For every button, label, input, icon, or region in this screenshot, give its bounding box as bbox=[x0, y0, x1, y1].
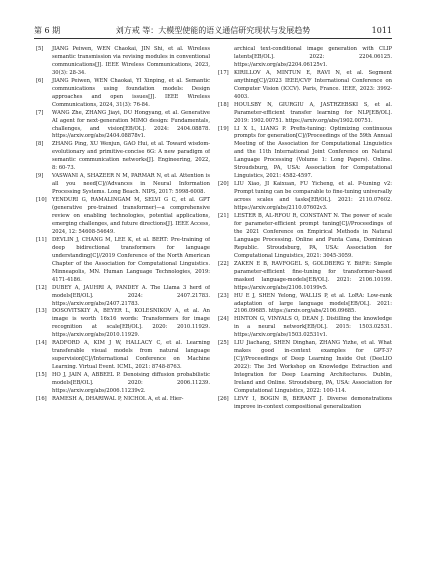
reference-number: [13] bbox=[36, 308, 47, 315]
running-header bbox=[34, 26, 392, 38]
reference-entry bbox=[34, 340, 210, 372]
reference-number: [23] bbox=[218, 292, 229, 299]
reference-text: LEVY I, BOGIN B, BERANT J. Diverse demonstrations improve in-context compositional generalization bbox=[234, 395, 392, 410]
reference-text: YENDURI G, RAMALINGAM M, SELVI G C, et al. GPT (generative pre-trained transformer)—a comprehensive review on enabling technologies, potential applications, emerging challenges, and future directions[J]. IEEE Access, 2024, 12: 54608-54649. bbox=[52, 197, 210, 235]
reference-number: [16] bbox=[36, 395, 47, 402]
reference-number: [17] bbox=[218, 69, 229, 76]
reference-number: [7] bbox=[36, 109, 44, 116]
reference-text: JIANG Peiwen, WEN Chaokai, YI Xinping, et al. Semantic communications using foundation models: Design approaches and open issues[J]. IEEE Wireless Communications, 2024, 31(3): 76-84. bbox=[52, 77, 210, 108]
reference-text: WANG Zhe, ZHANG Jiayi, DU Hongyang, et al. Generative AI agent for next-generation MIMO design: Fundamentals, challenges, and vision[EB/OL]. 2024: 2404.08878. https://arxiv.org/abs/2404.08878v1. bbox=[52, 109, 210, 140]
reference-text: DUBEY A, JAUHRI A, PANDEY A. The Llama 3 herd of models[EB/OL]. 2024: 2407.21783. https://arxiv.org/abs/2407.21783. bbox=[52, 284, 210, 307]
reference-number: [12] bbox=[36, 284, 47, 291]
reference-text: JIANG Peiwen, WEN Chaokai, JIN Shi, et al. Wireless semantic transmission via revising modules in conventional communications[J]. IEEE Wireless Communications, 2023, 30(3): 28-34. bbox=[52, 46, 210, 76]
reference-number: [19] bbox=[218, 125, 229, 132]
reference-text: RADFORD A, KIM J W, HALLACY C, et al. Learning transferable visual models from natural language supervision[C]//International Conference on Machine Learning. Virtual Event. ICML, 2021: 8748-8763. bbox=[52, 340, 210, 371]
reference-number: [5] bbox=[36, 46, 44, 52]
reference-entry bbox=[216, 293, 392, 317]
reference-entry bbox=[216, 181, 392, 213]
reference-entry bbox=[34, 372, 210, 396]
reference-entry bbox=[216, 340, 392, 396]
reference-text: HU E J, SHEN Yelong, WALLIS P, et al. LoRA: Low-rank adaptation of large language models[EB/OL]. 2021: 2106.09685. https://arxiv.org/abs/2106.09685. bbox=[234, 292, 392, 315]
reference-entry bbox=[34, 396, 210, 404]
reference-text: LIU Xiao, JI Kaixuan, FU Yicheng, et al. P-tuning v2: Prompt tuning can be comparable to fine-tuning universally across scales and tasks[EB/OL]. 2021: 2110.07602. https://arxiv.org/abs/2110.07602v3. bbox=[234, 181, 392, 212]
reference-number: [22] bbox=[218, 260, 229, 267]
reference-column-right bbox=[216, 46, 392, 558]
reference-text: HINTON G, VINYALS O, DEAN J. Distilling the knowledge in a neural network[EB/OL]. 2015: 1503.02531. https://arxiv.org/abs/1503.02531v1. bbox=[234, 316, 392, 339]
reference-number: [9] bbox=[36, 173, 44, 180]
reference-entry bbox=[34, 46, 210, 78]
reference-entry bbox=[34, 285, 210, 309]
reference-text: HO J, JAIN A, ABBEEL P. Denoising diffusion probabilistic models[EB/OL]. 2020: 2006.11239. https://arxiv.org/abs/2006.11239v2. bbox=[52, 372, 210, 394]
reference-number: [14] bbox=[36, 340, 47, 347]
reference-text: HOULSBY N, GIURGIU A, JASTRZEBSKI S, et al. Parameter-efficient transfer learning for NLP[EB/OL]. 2019: 1902.00751. https://arxiv.org/abs/1902.00751. bbox=[234, 101, 392, 124]
reference-text: LI X L, LIANG P. Prefix-tuning: Optimizing continuous prompts for generation[C]//Proceedings of the 59th Annual Meeting of the Association for Computational Linguistics and the 11th International Joint Conference on Natural Language Processing (Volume 1: Long Papers). Online. Stroudsburg, PA, USA: Association for Computational Linguistics, 2021: 4582-4597. bbox=[234, 125, 392, 180]
reference-entry bbox=[34, 197, 210, 237]
reference-number: [24] bbox=[218, 316, 229, 323]
reference-number: [25] bbox=[218, 340, 229, 347]
reference-text: VASWANI A, SHAZEER N M, PARMAR N, et al. Attention is all you need[C]//Advances in Neural Information Processing Systems. Long Beach. NIPS, 2017: 5998-6008. bbox=[52, 173, 210, 196]
reference-text: RAMESH A, DHARIWAL P, NICHOL A, et al. Hier- bbox=[52, 395, 184, 402]
reference-entry bbox=[34, 173, 210, 197]
reference-number: [11] bbox=[36, 236, 47, 243]
header-rule bbox=[34, 38, 392, 39]
reference-column-left bbox=[34, 46, 210, 558]
reference-entry bbox=[34, 308, 210, 340]
reference-number: [6] bbox=[36, 77, 44, 84]
reference-entry bbox=[34, 237, 210, 285]
reference-number: [20] bbox=[218, 181, 229, 188]
reference-text: ZHANG Ping, XU Wenjun, GAO Hui, et al. Toward wisdom-evolutionary and primitive-concise 6G: A new paradigm of semantic communication networks[J]. Engineering, 2022, 8: 60-73. bbox=[52, 141, 210, 172]
reference-text: LIU Jiachang, SHEN Dinghan, ZHANG Yizhe, et al. What makes good in-context examples for GPT-3?[C]//Proceedings of Deep Learning Inside Out (DeeLIO 2022): The 3rd Workshop on Knowledge Extraction and Integration for Deep Learning Architectures. Dublin, Ireland and Online. Stroudsburg, PA, USA: Association for Computational Linguistics, 2022: 100-114. bbox=[234, 340, 392, 394]
reference-text: ZAKEN E B, RAVFOGEL S, GOLDBERG Y. BitFit: Simple parameter-efficient fine-tuning for transformer-based masked language-models[EB/OL]. 2021: 2106.10199. https://arxiv.org/abs/2106.10199v5. bbox=[234, 260, 392, 291]
reference-text: DEVLIN J, CHANG M, LEE K, et al. BERT: Pre-training of deep bidirectional transformers for language understanding[C]//2019 Conference of the North American Chapter of the Association for Computational Linguistics. Minneapolis, MN. Human Language Technologies, 2019: 4171-4186. bbox=[52, 236, 210, 283]
reference-text: LESTER B, AL-RFOU R, CONSTANT N. The power of scale for parameter-efficient prompt tuning[C]//Proceedings of the 2021 Conference on Empirical Methods in Natural Language Processing. Online and Punta Cana, Dominican Republic. Stroudsburg, PA, USA: Association for Computational Linguistics, 2021: 3045-3059. bbox=[234, 213, 392, 259]
page-number: 1011 bbox=[371, 26, 392, 35]
reference-entry bbox=[216, 213, 392, 261]
reference-entry bbox=[216, 102, 392, 126]
reference-number: [10] bbox=[36, 197, 47, 204]
reference-entry bbox=[216, 46, 392, 70]
reference-entry bbox=[216, 396, 392, 412]
reference-number: [8] bbox=[36, 141, 44, 148]
reference-entry bbox=[216, 126, 392, 182]
reference-number: [21] bbox=[218, 213, 229, 220]
reference-text: KIRILLOV A, MINTUN E, RAVI N, et al. Segment anything[C]//2023 IEEE/CVF International Conference on Computer Vision (ICCV). Paris, France. IEEE, 2023: 3992-4003. bbox=[234, 69, 392, 100]
reference-entry bbox=[216, 261, 392, 293]
reference-text: DOSOVITSKIY A, BEYER L, KOLESNIKOV A, et al. An image is worth 16x16 words: Transformers for image recognition at scale[EB/OL]. 2020: 2010.11929. https://arxiv.org/abs/2010.11929. bbox=[52, 308, 210, 339]
reference-number: [18] bbox=[218, 101, 229, 108]
reference-text: archical text-conditional image generation with CLIP latents[EB/OL]. 2022: 2204.06125. https://arxiv.org/abs/2204.06125v1. bbox=[234, 46, 392, 68]
reference-number: [15] bbox=[36, 372, 47, 379]
reference-entry bbox=[34, 141, 210, 173]
reference-entry bbox=[34, 110, 210, 142]
reference-entry bbox=[34, 78, 210, 110]
running-title: 刘方戒 等：大模型使能的语义通信研究现状与发展趋势 bbox=[115, 26, 311, 35]
reference-number: [26] bbox=[218, 395, 229, 402]
reference-entry bbox=[216, 70, 392, 102]
issue-number: 第 6 期 bbox=[34, 26, 61, 35]
reference-entry bbox=[216, 316, 392, 340]
